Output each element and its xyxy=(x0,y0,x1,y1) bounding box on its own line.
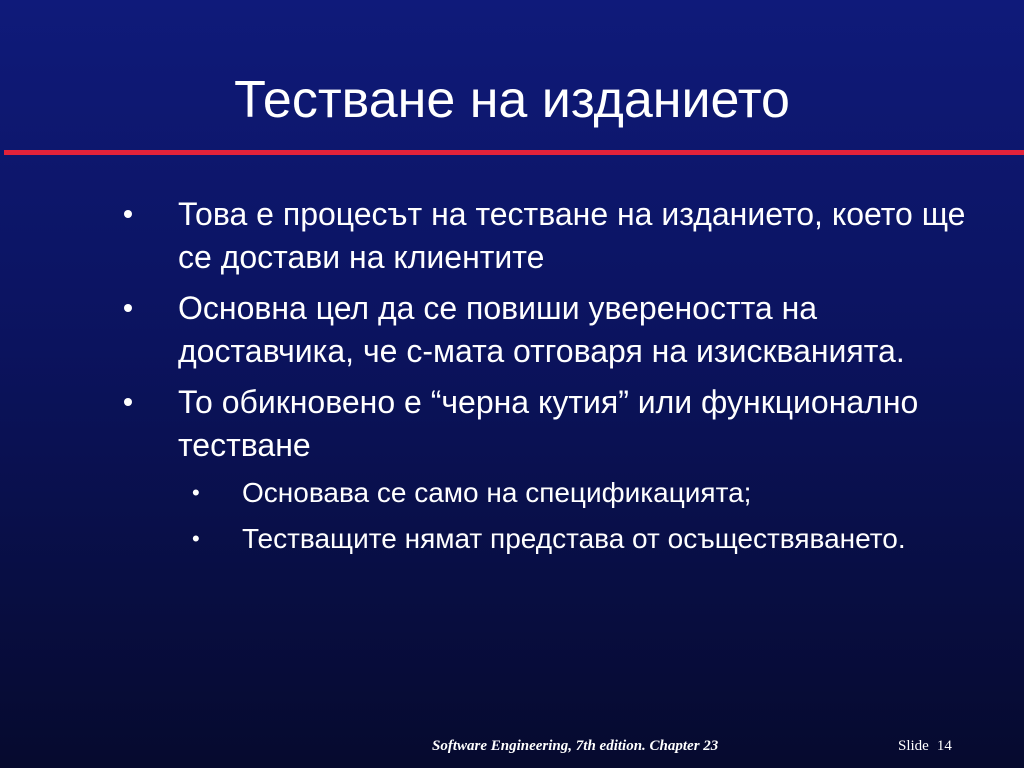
bullet-text: То обикновено е “черна кутия” или функционално тестване xyxy=(178,384,919,463)
bullet-dot-icon xyxy=(124,304,132,312)
sub-bullet-text: Тестващите нямат представа от осъществяването. xyxy=(242,523,906,554)
footer-slide-number xyxy=(898,738,952,755)
bullet-dot-icon xyxy=(124,210,132,218)
sub-bullet-item xyxy=(190,475,1002,511)
bullet-list xyxy=(122,193,1002,567)
sub-bullet-text: Основава се само на спецификацията; xyxy=(242,477,752,508)
bullet-dot-icon xyxy=(124,398,132,406)
title-divider xyxy=(4,150,1024,155)
footer-book-title: Software Engineering, 7th edition. Chapter 23 xyxy=(432,738,719,754)
bullet-text: Основна цел да се повиши увереността на доставчика, че с-мата отговаря на изискванията. xyxy=(178,290,905,369)
sub-bullet-dot-icon: • xyxy=(192,480,200,505)
slide-number: 14 xyxy=(936,738,952,754)
bullet-item xyxy=(122,193,1002,279)
bullet-text: Това е процесът на тестване на изданието, което ще се достави на клиентите xyxy=(178,196,966,275)
bullet-item xyxy=(122,381,1002,557)
bullet-item xyxy=(122,287,1002,373)
slide-title: Тестване на изданието xyxy=(234,71,790,129)
sub-bullet-list xyxy=(178,475,1002,557)
sub-bullet-dot-icon: • xyxy=(192,526,200,551)
sub-bullet-item xyxy=(190,521,1002,557)
slide-label: Slide xyxy=(898,738,929,754)
